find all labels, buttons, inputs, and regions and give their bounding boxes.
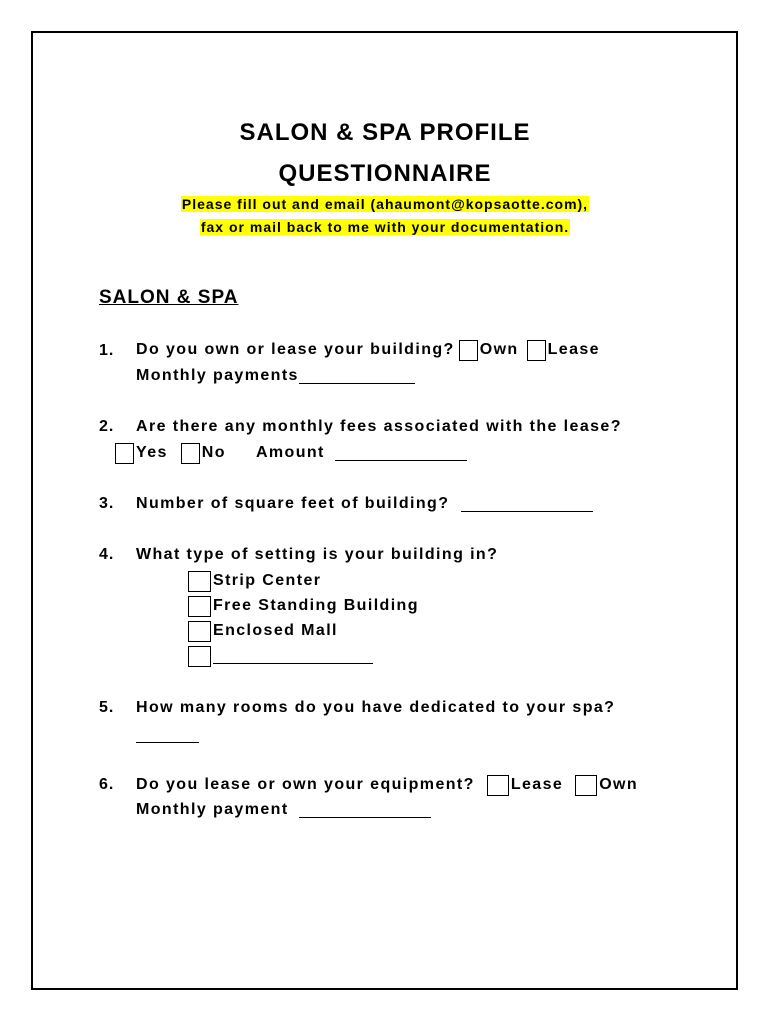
question-4-number: 4.: [99, 546, 115, 563]
question-1-own-checkbox[interactable]: [459, 340, 478, 361]
question-3: [136, 495, 593, 513]
question-2-yes-label: Yes: [136, 444, 168, 461]
question-3-number: 3.: [99, 495, 115, 512]
question-2-no-label: No: [201, 444, 226, 461]
section-title: SALON & SPA: [99, 287, 239, 308]
enclosed-mall-checkbox[interactable]: [188, 621, 211, 642]
question-6-own-checkbox[interactable]: [575, 775, 597, 796]
option-other: [188, 644, 373, 668]
spa-rooms-field[interactable]: [136, 728, 199, 743]
question-4-text: What type of setting is your building in?: [136, 546, 499, 563]
option-enclosed-mall: [188, 619, 338, 643]
question-2-number: 2.: [99, 418, 115, 435]
other-checkbox[interactable]: [188, 646, 211, 667]
instructions-line-1: [0, 196, 770, 212]
question-2-amount-label: Amount: [255, 444, 325, 461]
question-2-yes-checkbox[interactable]: [115, 443, 134, 464]
strip-center-checkbox[interactable]: [188, 571, 211, 592]
monthly-payments-field[interactable]: [299, 369, 415, 384]
option-free-standing: [188, 594, 419, 618]
amount-field[interactable]: [335, 446, 467, 461]
instructions-line-2: [0, 219, 770, 235]
question-6-number: 6.: [99, 776, 115, 793]
page-title-line-1: SALON & SPA PROFILE: [239, 119, 531, 146]
question-6-followup: [136, 801, 431, 819]
question-3-text: Number of square feet of building?: [136, 495, 450, 512]
question-5-text: How many rooms do you have dedicated to your spa?: [136, 699, 616, 716]
question-2-options: [115, 441, 467, 465]
question-1-followup: [136, 367, 415, 385]
question-6: [136, 773, 638, 797]
question-1-lease-label: Lease: [547, 341, 600, 358]
instructions-text-2: fax or mail back to me with your documentation.: [200, 219, 570, 235]
question-6-own-label: Own: [599, 776, 639, 793]
question-1-own-label: Own: [479, 341, 519, 358]
question-1-number: 1.: [99, 342, 115, 359]
question-1-followup-label: Monthly payments: [136, 367, 299, 384]
question-6-lease-checkbox[interactable]: [487, 775, 509, 796]
free-standing-checkbox[interactable]: [188, 596, 211, 617]
question-6-text: Do you lease or own your equipment?: [136, 776, 475, 793]
free-standing-label: Free Standing Building: [213, 597, 419, 614]
other-setting-field[interactable]: [213, 649, 373, 664]
enclosed-mall-label: Enclosed Mall: [213, 622, 338, 639]
question-6-lease-label: Lease: [510, 776, 564, 793]
question-2-text: Are there any monthly fees associated with the lease?: [136, 418, 622, 435]
square-feet-field[interactable]: [461, 497, 593, 512]
question-1: [136, 338, 600, 362]
question-5-number: 5.: [99, 699, 115, 716]
option-strip-center: [188, 569, 321, 593]
page-title-line-2: QUESTIONNAIRE: [278, 160, 492, 187]
question-1-text: Do you own or lease your building?: [136, 341, 455, 358]
equipment-payment-field[interactable]: [299, 803, 431, 818]
question-1-lease-checkbox[interactable]: [527, 340, 546, 361]
question-2-no-checkbox[interactable]: [181, 443, 200, 464]
strip-center-label: Strip Center: [213, 572, 322, 589]
instructions-text-1: Please fill out and email (ahaumont@kopsaotte.com),: [181, 196, 589, 212]
question-6-followup-label: Monthly payment: [136, 801, 289, 818]
